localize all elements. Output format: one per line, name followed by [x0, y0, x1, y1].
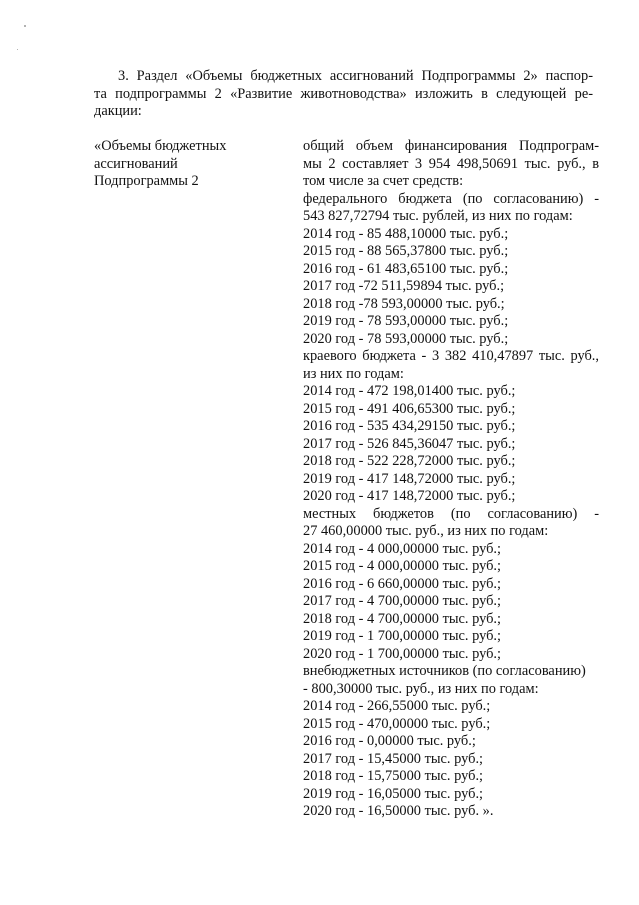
funding-line: - 800,30000 тыс. руб., из них по годам:	[303, 680, 539, 697]
funding-line: 2018 год - 15,75000 тыс. руб.;	[303, 768, 484, 784]
funding-line: из них по годам:	[303, 365, 404, 382]
funding-line: 2016 год - 61 483,65100 тыс. руб.;	[303, 260, 509, 277]
funding-line: 2019 год - 16,05000 тыс. руб.;	[303, 785, 484, 802]
funding-line: 2019 год - 417 148,72000 тыс. руб.;	[303, 470, 516, 487]
funding-line: 2015 год - 88 565,37800 тыс. руб.;	[303, 243, 509, 259]
funding-line: федерального бюджета (по согласованию) -	[303, 190, 599, 207]
funding-line: внебюджетных источников (по согласованию)	[303, 663, 586, 679]
funding-line: 2015 год - 470,00000 тыс. руб.;	[303, 715, 491, 732]
label-line: «Объемы бюджетных	[94, 138, 227, 154]
funding-line: краевого бюджета - 3 382 410,47897 тыс. руб.,	[303, 348, 599, 364]
funding-line: 2018 год - 522 228,72000 тыс. руб.;	[303, 453, 516, 469]
intro-paragraph	[94, 68, 593, 121]
funding-line: 2018 год - 4 700,00000 тыс. руб.;	[303, 610, 502, 627]
funding-line: 543 827,72794 тыс. рублей, из них по годам:	[303, 208, 573, 224]
funding-line: 2020 год - 16,50000 тыс. руб. ».	[303, 803, 494, 819]
funding-line: 2017 год - 4 700,00000 тыс. руб.;	[303, 593, 502, 609]
passport-field-value	[303, 138, 599, 821]
funding-line: 2020 год - 78 593,00000 тыс. руб.;	[303, 330, 509, 347]
funding-line: 2016 год - 535 434,29150 тыс. руб.;	[303, 418, 516, 434]
scan-speck	[24, 25, 26, 27]
funding-line: 2017 год - 15,45000 тыс. руб.;	[303, 750, 484, 767]
funding-line: 2019 год - 1 700,00000 тыс. руб.;	[303, 628, 502, 644]
funding-line: 2014 год - 472 198,01400 тыс. руб.;	[303, 383, 516, 399]
funding-line: 2019 год - 78 593,00000 тыс. руб.;	[303, 313, 509, 329]
funding-line: 2014 год - 266,55000 тыс. руб.;	[303, 698, 491, 714]
passport-field-label	[94, 138, 284, 191]
intro-line: дакции:	[94, 103, 142, 119]
funding-line: общий объем финансирования Подпрограм-	[303, 138, 599, 154]
funding-line: местных бюджетов (по согласованию) -	[303, 505, 599, 522]
label-line: Подпрограммы 2	[94, 173, 199, 189]
intro-line: 3. Раздел «Объемы бюджетных ассигнований Подпрограммы 2» паспор-	[118, 68, 593, 84]
funding-line: 2015 год - 491 406,65300 тыс. руб.;	[303, 400, 516, 417]
funding-line: 2014 год - 85 488,10000 тыс. руб.;	[303, 225, 509, 242]
funding-line: 2017 год - 526 845,36047 тыс. руб.;	[303, 435, 516, 452]
scan-speck	[17, 49, 18, 50]
intro-line: та подпрограммы 2 «Развитие животноводства» изложить в следующей ре-	[94, 85, 593, 102]
funding-line: том числе за счет средств:	[303, 173, 464, 189]
funding-line: 2014 год - 4 000,00000 тыс. руб.;	[303, 540, 502, 557]
funding-line: 2016 год - 0,00000 тыс. руб.;	[303, 733, 476, 749]
funding-line: 2020 год - 417 148,72000 тыс. руб.;	[303, 488, 516, 504]
funding-line: мы 2 составляет 3 954 498,50691 тыс. руб., в	[303, 155, 599, 172]
label-line: ассигнований	[94, 155, 178, 172]
funding-line: 2016 год - 6 660,00000 тыс. руб.;	[303, 575, 502, 592]
funding-line: 2018 год -78 593,00000 тыс. руб.;	[303, 295, 505, 312]
funding-line: 27 460,00000 тыс. руб., из них по годам:	[303, 523, 549, 539]
funding-line: 2015 год - 4 000,00000 тыс. руб.;	[303, 558, 502, 574]
funding-line: 2017 год -72 511,59894 тыс. руб.;	[303, 278, 505, 294]
funding-line: 2020 год - 1 700,00000 тыс. руб.;	[303, 645, 502, 662]
